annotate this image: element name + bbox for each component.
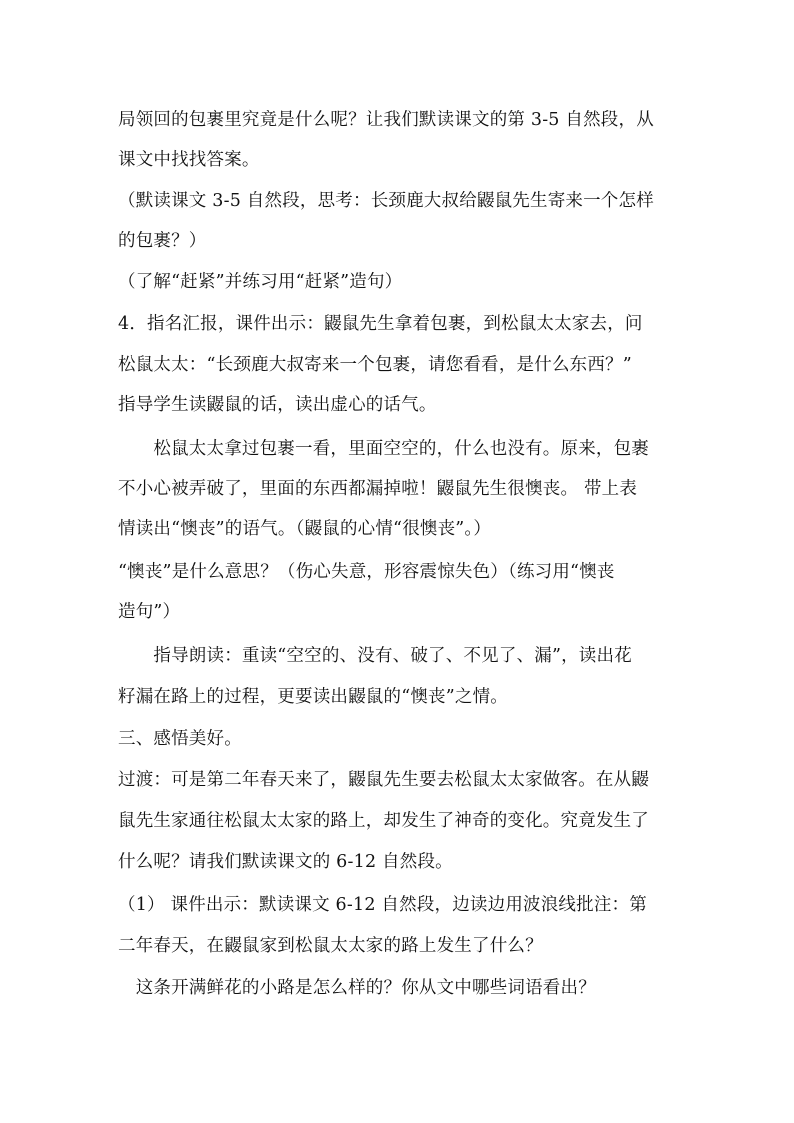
text-line: 4．指名汇报，课件出示：鼹鼠先生拿着包裹，到松鼠太太家去，问 (118, 314, 643, 334)
text-line: 松鼠太太拿过包裹一看，里面空空的，什么也没有。原来，包裹 (118, 439, 649, 459)
section-heading: 三、感悟美好。 (118, 729, 242, 749)
text-line: 过渡：可是第二年春天来了，鼹鼠先生要去松鼠太太家做客。在从鼹 (118, 770, 649, 790)
text-line: 造句”） (118, 602, 181, 622)
text-line: “懊丧”是什么意思？（伤心失意，形容震惊失色）（练习用“懊丧 (118, 562, 615, 582)
text-line: （默读课文 3-5 自然段，思考：长颈鹿大叔给鼹鼠先生寄来一个怎样 (118, 191, 654, 211)
text-line: 指导朗读：重读“空空的、没有、破了、不见了、漏”，读出花 (118, 646, 632, 666)
text-line: 这条开满鲜花的小路是怎么样的？你从文中哪些词语看出？ (118, 978, 596, 998)
text-line: 的包裹？） (118, 231, 207, 251)
text-line: 指导学生读鼹鼠的话，读出虚心的话气。 (118, 395, 437, 415)
text-line: 鼠先生家通往松鼠太太家的路上，却发生了神奇的变化。究竟发生了 (118, 811, 649, 831)
text-line: 什么呢？请我们默读课文的 6-12 自然段。 (118, 852, 453, 872)
text-line: 课文中找找答案。 (118, 150, 260, 170)
text-line: 不小心被弄破了，里面的东西都漏掉啦！鼹鼠先生很懊丧。 带上表 (118, 479, 638, 499)
text-line: 情读出“懊丧”的语气。（鼹鼠的心情“很懊丧”。） (118, 519, 492, 539)
text-line: 松鼠太太：“长颈鹿大叔寄来一个包裹，请您看看，是什么东西？” (118, 355, 632, 375)
text-line: 二年春天，在鼹鼠家到松鼠太太家的路上发生了什么？ (118, 936, 543, 956)
text-line: （1） 课件出示：默读课文 6-12 自然段，边读边用波浪线批注：第 (118, 895, 647, 915)
text-line: （了解“赶紧”并练习用“赶紧”造句） (118, 272, 403, 292)
text-line: 局领回的包裹里究竟是什么呢？让我们默读课文的第 3-5 自然段，从 (118, 110, 654, 130)
text-line: 籽漏在路上的过程，更要读出鼹鼠的“懊丧”之情。 (118, 687, 508, 707)
